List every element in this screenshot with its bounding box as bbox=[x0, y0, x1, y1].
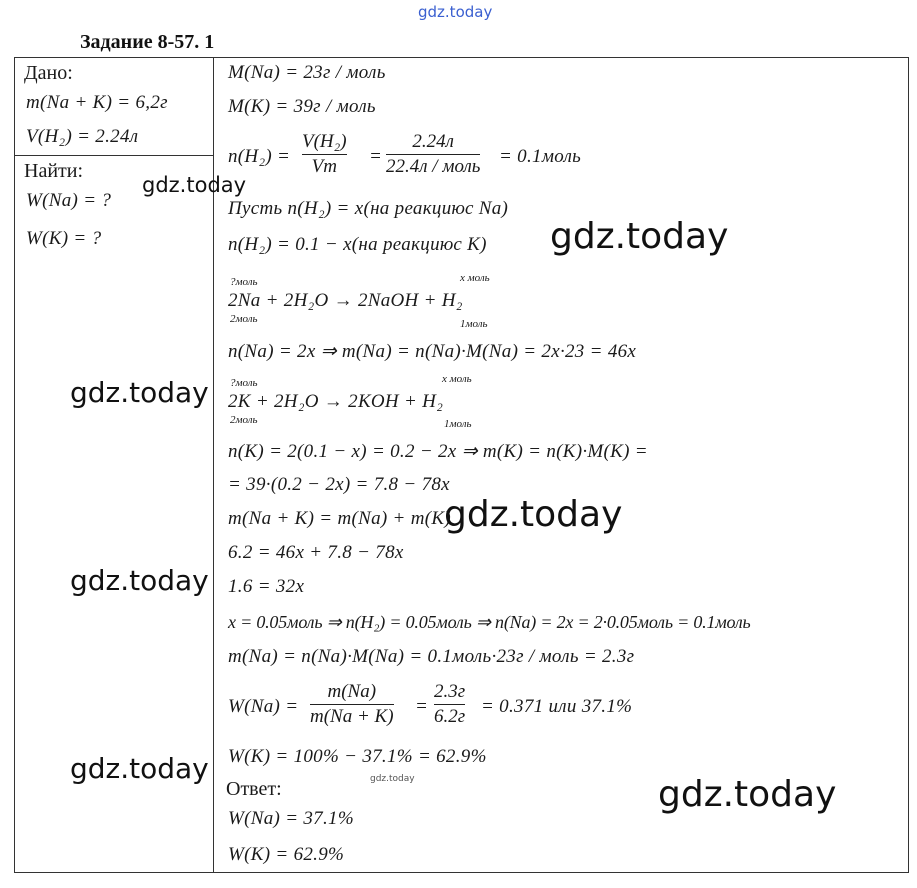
fraction-denominator: 6.2г bbox=[434, 706, 466, 727]
find-label: Найти: bbox=[24, 160, 84, 182]
solution-line-rhs: = 0.371 или 37.1% bbox=[481, 696, 633, 717]
solution-line: M(Na) = 23г / моль bbox=[228, 62, 386, 83]
table-bottom-border bbox=[14, 872, 909, 873]
table-top-border bbox=[14, 57, 909, 58]
table-left-border bbox=[14, 57, 15, 873]
solution-line: Пусть n(H₂) = x(на реакциюс Na) bbox=[228, 198, 509, 219]
find-line: W(Na) = ? bbox=[26, 190, 112, 211]
fraction-numerator: 2.24л bbox=[412, 131, 454, 152]
watermark: gdz.today bbox=[658, 774, 837, 815]
fraction-bar bbox=[434, 704, 465, 705]
watermark: gdz.today bbox=[70, 564, 209, 597]
watermark-top: gdz.today bbox=[418, 3, 493, 21]
solution-line: n(Na) = 2x ⇒ m(Na) = n(Na)·M(Na) = 2x·23 = 46x bbox=[228, 341, 637, 362]
fraction-numerator: V(H₂) bbox=[302, 131, 347, 152]
fraction-volume-calc bbox=[386, 131, 480, 178]
solution-line: W(K) = 100% − 37.1% = 62.9% bbox=[228, 746, 487, 767]
fraction-denominator: Vm bbox=[311, 156, 337, 177]
fraction-bar bbox=[310, 704, 394, 705]
solution-line: n(K) = 2(0.1 − x) = 0.2 − 2x ⇒ m(K) = n(K)·M(K) = bbox=[228, 441, 648, 462]
watermark: gdz.today bbox=[444, 494, 623, 535]
fraction-mass-ratio bbox=[310, 681, 394, 728]
given-find-divider bbox=[14, 155, 214, 156]
fraction-denominator: m(Na + K) bbox=[310, 706, 394, 727]
solution-line-rhs: = 0.1моль bbox=[499, 146, 582, 167]
solution-line: 6.2 = 46x + 7.8 − 78x bbox=[228, 542, 404, 563]
fraction-bar bbox=[302, 154, 347, 155]
fraction-denominator: 22.4л / моль bbox=[386, 156, 481, 177]
reaction-annotation: 1моль bbox=[444, 418, 472, 430]
solution-line-lhs: W(Na) = bbox=[228, 696, 299, 717]
solution-line: m(Na + K) = m(Na) + m(K) bbox=[228, 508, 451, 529]
answer-label: Ответ: bbox=[226, 778, 282, 800]
task-title: Задание 8-57. 1 bbox=[80, 31, 215, 53]
reaction-annotation: ?моль bbox=[230, 377, 258, 389]
watermark: gdz.today bbox=[70, 752, 209, 785]
solution-line: n(H₂) = 0.1 − x(на реакциюс K) bbox=[228, 234, 487, 255]
solution-line-lhs: n(H₂) = bbox=[228, 146, 291, 167]
watermark: gdz.today bbox=[550, 216, 729, 257]
fraction-numerator: 2.3г bbox=[434, 681, 466, 702]
answer-line: W(Na) = 37.1% bbox=[228, 808, 354, 829]
reaction-annotation: 1моль bbox=[460, 318, 488, 330]
fraction-bar bbox=[386, 154, 480, 155]
fraction-numerator: m(Na) bbox=[327, 681, 377, 702]
reaction-annotation: 2моль bbox=[230, 313, 258, 325]
reaction-equation-sodium: 2Na + 2H₂O → 2NaOH + H₂ bbox=[228, 290, 463, 311]
given-label: Дано: bbox=[24, 62, 73, 84]
reaction-annotation: x моль bbox=[460, 272, 490, 284]
watermark: gdz.today bbox=[70, 376, 209, 409]
solution-line: x = 0.05моль ⇒ n(H₂) = 0.05моль ⇒ n(Na) = 2x = 2·0.05моль = 0.1моль bbox=[228, 612, 751, 632]
solution-line: M(K) = 39г / моль bbox=[228, 96, 376, 117]
reaction-annotation: x моль bbox=[442, 373, 472, 385]
reaction-annotation: 2моль bbox=[230, 414, 258, 426]
reaction-equation-potassium: 2K + 2H₂O → 2KOH + H₂ bbox=[228, 391, 444, 412]
answer-line: W(K) = 62.9% bbox=[228, 844, 345, 865]
equals-sign: = bbox=[415, 696, 429, 717]
reaction-annotation: ?моль bbox=[230, 276, 258, 288]
solution-line: = 39·(0.2 − 2x) = 7.8 − 78x bbox=[228, 474, 450, 495]
watermark: gdz.today bbox=[142, 173, 247, 197]
fraction-mass-calc bbox=[434, 681, 465, 728]
solution-line: m(Na) = n(Na)·M(Na) = 0.1моль·23г / моль = 2.3г bbox=[228, 646, 635, 667]
solution-line: 1.6 = 32x bbox=[228, 576, 305, 597]
find-line: W(K) = ? bbox=[26, 228, 102, 249]
watermark: gdz.today bbox=[370, 774, 415, 784]
given-line: m(Na + K) = 6,2г bbox=[26, 92, 168, 113]
equals-sign: = bbox=[369, 146, 383, 167]
table-right-border bbox=[908, 57, 909, 873]
given-line: V(H₂) = 2.24л bbox=[26, 126, 139, 147]
fraction-volume-over-molar-volume bbox=[302, 131, 347, 178]
